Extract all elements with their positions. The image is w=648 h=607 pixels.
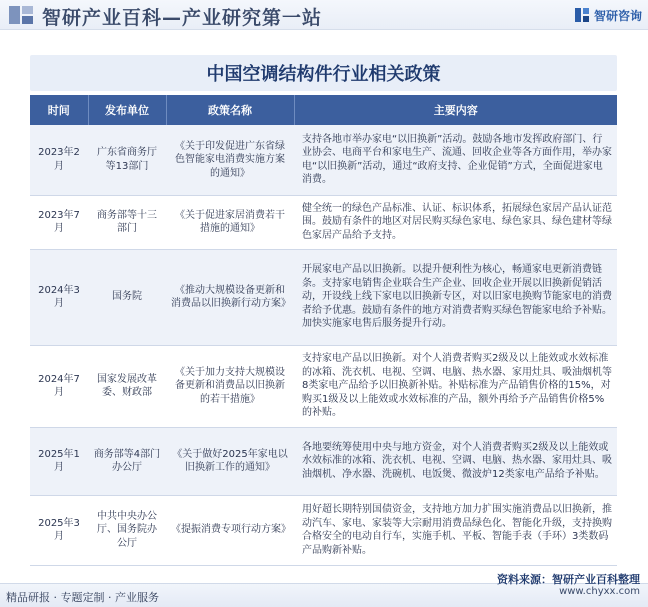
table-row — [30, 345, 617, 427]
brand-logo-icon — [8, 4, 34, 26]
table-row — [30, 495, 617, 565]
header-bar — [0, 0, 648, 30]
column-header-content: 主要内容 — [294, 95, 617, 125]
cell-unit: 国务院 — [88, 249, 166, 345]
cell-unit: 商务部等十三部门 — [88, 195, 166, 249]
footer-bar — [0, 573, 648, 607]
site-title: 智研产业百科—产业研究第一站 — [42, 7, 323, 29]
cell-policy-name: 《推动大规模设备更新和消费品以旧换新行动方案》 — [166, 249, 294, 345]
cell-policy-name: 《关于加力支持大规模设备更新和消费品以旧换新的若干措施》 — [166, 345, 294, 427]
column-header-name: 政策名称 — [166, 95, 294, 125]
footer-services: 精品研报 · 专题定制 · 产业服务 — [6, 591, 159, 604]
cell-time: 2023年2月 — [30, 125, 88, 195]
table-row — [30, 195, 617, 249]
cell-policy-name: 《关于印发促进广东省绿色智能家电消费实施方案的通知》 — [166, 125, 294, 195]
brand-logo[interactable] — [574, 6, 642, 24]
cell-time: 2024年3月 — [30, 249, 88, 345]
policy-table — [30, 95, 617, 566]
footer-source: 资料来源：智研产业百科整理 — [497, 573, 640, 586]
table-row — [30, 125, 617, 195]
cell-unit: 中共中央办公厅、国务院办公厅 — [88, 495, 166, 565]
table-header-row — [30, 95, 617, 125]
cell-time: 2023年7月 — [30, 195, 88, 249]
policy-panel — [30, 55, 617, 572]
cell-time: 2025年1月 — [30, 427, 88, 495]
table-title: 中国空调结构件行业相关政策 — [30, 55, 617, 91]
cell-content: 支持各地市举办家电“以旧换新”活动。鼓励各地市发挥政府部门、行业协会、电商平台和家电生产、流通、回收企业等各方面作用，举办家电“以旧换新”活动，通过“政府支持、企业促销”方式，全面促进家电消费。 — [294, 125, 617, 195]
cell-time: 2025年3月 — [30, 495, 88, 565]
cell-policy-name: 《关于做好2025年家电以旧换新工作的通知》 — [166, 427, 294, 495]
footer-source-block — [497, 573, 640, 598]
footer-url[interactable]: www.chyxx.com — [559, 586, 640, 597]
cell-content: 支持家电产品以旧换新。对个人消费者购买2级及以上能效或水效标准的冰箱、洗衣机、电视、空调、电脑、热水器、家用灶具、吸油烟机等8类家电产品给予以旧换新补贴。补贴标准为产品销售价格的15%，对购买1级及以上能效或水效标准的产品，额外再给予产品销售价格5%的补贴。 — [294, 345, 617, 427]
cell-content: 用好超长期特别国债资金，支持地方加力扩围实施消费品以旧换新，推动汽车、家电、家装等大宗耐用消费品绿色化、智能化升级，支持换购合格安全的电动自行车，实施手机、平板、智能手表（手环）3类数码产品购新补贴。 — [294, 495, 617, 565]
table-row — [30, 249, 617, 345]
cell-content: 健全统一的绿色产品标准、认证、标识体系，拓展绿色家居产品认证范围。鼓励有条件的地区对居民购买绿色家电、绿色家具、绿色建材等绿色家居产品给予支持。 — [294, 195, 617, 249]
cell-content: 开展家电产品以旧换新。以提升便利性为核心，畅通家电更新消费链条。支持家电销售企业联合生产企业、回收企业开展以旧换新促销活动，开设线上线下家电以旧换新专区，对以旧家电换购节能家电的消费者给予优惠。鼓励有条件的地方对消费者购买绿色智能家电给予补贴。加快实施家电售后服务提升行动。 — [294, 249, 617, 345]
cell-unit: 广东省商务厅等13部门 — [88, 125, 166, 195]
cell-unit: 商务部等4部门办公厅 — [88, 427, 166, 495]
column-header-time: 时间 — [30, 95, 88, 125]
cell-content: 各地要统筹使用中央与地方资金，对个人消费者购买2级及以上能效或水效标准的冰箱、洗衣机、电视、空调、电脑、热水器、家用灶具、吸油烟机、净水器、洗碗机、电饭煲、微波炉12类家电产品给予补贴。 — [294, 427, 617, 495]
table-row — [30, 427, 617, 495]
cell-policy-name: 《提振消费专项行动方案》 — [166, 495, 294, 565]
cell-policy-name: 《关于促进家居消费若干措施的通知》 — [166, 195, 294, 249]
column-header-unit: 发布单位 — [88, 95, 166, 125]
cell-unit: 国家发展改革委、财政部 — [88, 345, 166, 427]
cell-time: 2024年7月 — [30, 345, 88, 427]
brand-name: 智研咨询 — [593, 8, 642, 23]
brand-mark-icon — [574, 7, 590, 23]
